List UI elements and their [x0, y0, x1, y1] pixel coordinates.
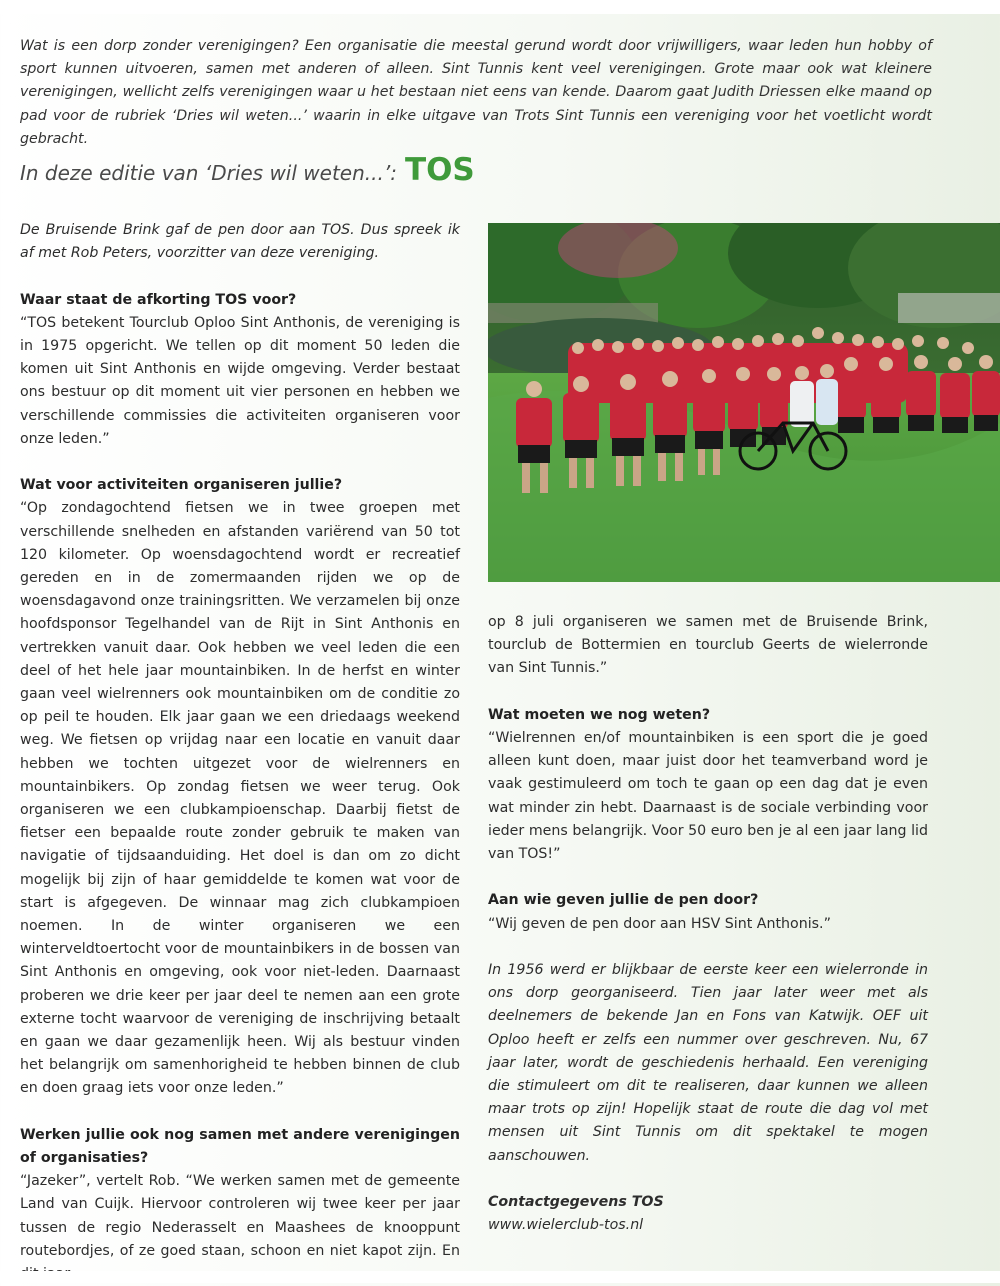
answer-4: “Wielrennen en/of mountainbiken is een sport die je goed alleen kunt doen, maar juist door het teamverband word je vaak gestimuleerd om toch te gaan op een dag dat je even wat minder zin hebt. Daarnaast is de sociale verbinding voor ieder mens belangrijk. Voor 50 euro ben je al een jaar lang lid van TOS!”	[488, 730, 928, 863]
question-4: Wat moeten we nog weten?	[488, 706, 711, 723]
contact-url-link[interactable]: www.wielerclub-tos.nl	[488, 1217, 644, 1234]
bottom-margin	[0, 1271, 1000, 1283]
answer-1: “TOS betekent Tourclub Oploo Sint Anthonis, de vereniging is in 1975 opgericht. We tellen op dit moment 50 leden die komen uit Sint Anthonis en wijde omgeving. Verder bestaat ons bestuur op dit moment uit vier personen en hebben we verschillende commissies die activiteiten organiseren voor onze leden.”	[20, 314, 460, 447]
intro-paragraph: Wat is een dorp zonder verenigingen? Een organisatie die meestal gerund wordt door vrijwilligers, waar leden hun hobby of sport kunnen uitvoeren, samen met anderen of alleen. Sint Tunnis kent veel verenigingen. Grote maar ook wat kleinere verenigingen, wellicht zelfs verenigingen waar u het bestaan niet eens van kende. Daarom gaat Judith Driessen elke maand op pad voor de rubriek ‘Dries wil weten...’ waarin in elke uitgave van Trots Sint Tunnis een vereniging voor het voetlicht wordt gebracht.	[20, 38, 932, 147]
question-2: Wat voor activiteiten organiseren jullie?	[20, 477, 343, 494]
answer-3-part-2: op 8 juli organiseren we samen met de Bruisende Brink, tourclub de Bottermien en tourclub Geerts de wielerronde van Sint Tunnis.”	[488, 614, 928, 677]
team-photo-icon	[488, 223, 1000, 582]
article-column-right	[488, 611, 928, 1237]
question-3: Werken jullie ook nog samen met andere verenigingen of organisaties?	[20, 1126, 460, 1167]
question-1: Waar staat de afkorting TOS voor?	[20, 291, 297, 308]
top-margin	[0, 0, 1000, 14]
article-lead: De Bruisende Brink gaf de pen door aan TOS. Dus spreek ik af met Rob Peters, voorzitter van deze vereniging.	[20, 222, 460, 262]
answer-5: “Wij geven de pen door aan HSV Sint Anthonis.”	[488, 915, 831, 932]
page-title	[20, 150, 475, 188]
closing-paragraph: In 1956 werd er blijkbaar de eerste keer een wielerronde in ons dorp georganiseerd. Tien jaar later weer met als deelnemers de bekende Jan en Fons van Katwijk. OEF uit Oploo heeft er zelfs een nummer over geschreven. Nu, 67 jaar later, wordt de geschiedenis herhaald. Een vereniging die stimuleert om dit te realiseren, daar kunnen we alleen maar trots op zijn! Hopelijk staat de route die dag vol met mensen uit Sint Tunnis om dit spektakel te mogen aanschouwen.	[488, 962, 928, 1164]
answer-2: “Op zondagochtend fietsen we in twee groepen met verschillende snelheden en afstanden variërend van 50 tot 120 kilometer. Op woensdagochtend wordt er recreatief gereden en in de zomermaanden rijden we op de woensdagavond onze trainingsritten. We verzamelen bij onze hoofdsponsor Tegelhandel van de Rijt in Sint Anthonis en vertrekken vanuit daar. Ook hebben we veel leden die een deel of het hele jaar mountainbiken. In de herfst en winter gaan veel wielrenners ook mountainbiken om de conditie zo op peil te houden. Elk jaar gaan we een driedaags weekend weg. We fietsen op vrijdag naar een locatie en vanuit daar hebben we tochten uitgezet voor de wielrenners en mountainbikers. Op zondag fietsen we weer terug. Ook organiseren we een clubkampioenschap. Daarbij fietst de fietser een bepaalde route zonder gebruik te maken van navigatie of tijdsaanduiding. Het doel is dan om zo dicht mogelijk bij zijn of haar gemiddelde te komen wat voor de start is afgegeven. De winnaar mag zich clubkampioen noemen. In de winter organiseren we een winterveldtoertocht voor de mountainbikers in de bossen van Sint Anthonis en omgeving, ook voor niet-leden. Daarnaast proberen we drie keer per jaar deel te nemen aan een grote externe tocht waarvoor de vereniging de inschrijving betaalt en gaan we daar gezamenlijk heen. Wij als bestuur vinden het belangrijk om samenhorigheid te hebben binnen de club en doen graag iets voor onze leden.”	[20, 500, 460, 1097]
answer-3-part-1: “Jazeker”, vertelt Rob. “We werken samen met de gemeente Land van Cuijk. Hiervoor controleren wij twee keer per jaar tussen de regio Nederasselt en Maashees de knooppunt routebordjes, of ze goed staan, schoon en niet kapot zijn. En	[20, 1173, 460, 1259]
title-prefix: In deze editie van ‘Dries wil weten...’:	[20, 161, 397, 185]
question-5: Aan wie geven jullie de pen door?	[488, 892, 759, 909]
contact-heading: Contactgegevens TOS	[488, 1194, 664, 1211]
title-club-name: TOS	[404, 152, 475, 188]
article-column-left	[20, 219, 460, 1286]
team-photo	[488, 223, 1000, 582]
